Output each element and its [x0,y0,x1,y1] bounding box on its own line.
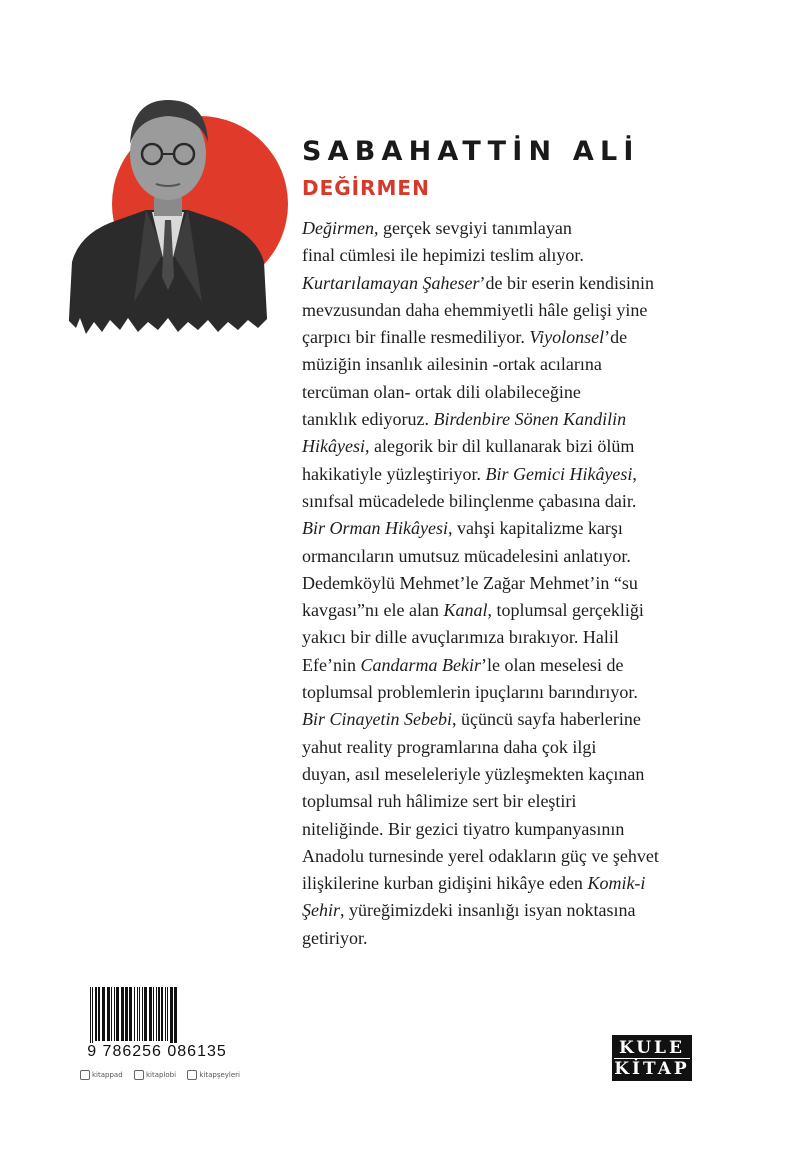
blurb-line [302,270,722,297]
blurb-line [302,788,722,815]
store-logo-icon [134,1070,144,1080]
blurb-line [302,570,722,597]
blurb-text: , toplumsal gerçekliği [487,600,644,621]
isbn-number: 9 786256 086135 [78,1043,236,1061]
blurb-line [302,379,722,406]
store-logos [80,1068,240,1082]
barcode-bar [114,987,115,1041]
blurb-line [302,679,722,706]
story-title: Komik-i [587,873,646,894]
blurb-text: , yüreğimizdeki insanlığı isyan noktasına [340,900,636,921]
barcode-bar [156,987,157,1041]
barcode-bar [134,987,135,1041]
blurb-text: duyan, asıl meseleleriyle yüzleşmekten kaçınan [302,763,645,784]
publisher-line-1: KULE [614,1038,690,1059]
blurb-line [302,324,722,351]
blurb-text: müziğin insanlık ailesinin -ortak acılarına [302,354,602,375]
blurb-text: Anadolu turnesinde yerel odakların güç ve şehvet [302,845,659,866]
blurb-text: tanıklık ediyoruz. [302,409,434,430]
blurb-line [302,242,722,269]
blurb-line [302,624,722,651]
barcode-bar [92,987,93,1045]
story-title: Kurtarılamayan Şaheser [302,272,480,293]
story-title: Viyolonsel [529,327,605,348]
blurb-line [302,706,722,733]
story-title: Bir Orman Hikâyesi [302,518,448,539]
story-title: Bir Gemici Hikâyesi [485,463,633,484]
store-logo [134,1070,176,1080]
blurb-text: kavgası”nı ele alan [302,600,444,621]
story-title: Bir Cinayetin Sebebi [302,709,452,730]
publisher-logo [612,1035,692,1081]
blurb-text: ormancıların umutsuz mücadelesini anlatıyor. [302,545,631,566]
publisher-line-2: KİTAP [614,1059,690,1079]
barcode-bar [107,987,110,1041]
story-title: Candarma Bekir [360,654,481,675]
store-logo [187,1070,240,1080]
blurb-text: ’de bir eserin kendisinin [479,272,654,293]
blurb-line [302,297,722,324]
barcode-bar [144,987,147,1041]
store-logo-label: kitapşeyleri [199,1071,240,1079]
blurb-text: , [632,463,637,484]
author-name: SABAHATTİN ALİ [302,136,640,167]
barcode-bar [161,987,163,1041]
barcode-bar [116,987,119,1041]
barcode-bar [153,987,154,1041]
story-title: Hikâyesi [302,436,365,457]
store-logo-label: kitappad [92,1071,123,1079]
store-logo-label: kitaplobi [145,1071,177,1079]
blurb-text: , vahşi kapitalizme karşı [447,518,623,539]
blurb-text: , alegorik bir dil kullanarak bizi ölüm [364,436,635,457]
blurb-text: Dedemköylü Mehmet’le Zağar Mehmet’in “su [302,572,638,593]
blurb-text: ’le olan meselesi de [480,654,624,675]
blurb-line [302,816,722,843]
blurb-line [302,515,722,542]
barcode-bar [121,987,124,1041]
blurb-text: toplumsal problemlerin ipuçlarını barındırıyor. [302,682,638,703]
blurb-text: yakıcı bir dille avuçlarımıza bırakıyor. Halil [302,627,619,648]
story-title: Birdenbire Sönen Kandilin [433,409,627,430]
blurb-text: Efe’nin [302,654,361,675]
blurb-line [302,461,722,488]
blurb-text: yahut reality programlarına daha çok ilgi [302,736,597,757]
barcode-bar [102,987,105,1041]
blurb-line [302,543,722,570]
blurb-line [302,406,722,433]
blurb-line [302,351,722,378]
blurb-text: ilişkilerine kurban gidişini hikâye eden [302,873,588,894]
blurb-line [302,597,722,624]
barcode-bar [111,987,112,1041]
store-logo [80,1070,123,1080]
story-title: Şehir [302,900,340,921]
isbn-barcode [78,985,236,1063]
barcode-bar [90,987,91,1045]
barcode-bar [167,987,168,1041]
store-logo-icon [80,1070,90,1080]
blurb-text: toplumsal ruh hâlimize sert bir eleştiri [302,791,577,812]
barcode-bar [170,987,173,1045]
barcode-bar [174,987,177,1045]
blurb-line [302,215,722,242]
blurb-line [302,761,722,788]
author-portrait [68,92,268,337]
blurb-line [302,433,722,460]
back-cover-blurb [302,215,722,952]
blurb-text: tercüman olan- ortak dili olabileceğine [302,381,581,402]
blurb-text: niteliğinde. Bir gezici tiyatro kumpanyasının [302,818,625,839]
blurb-text: ’de [604,327,628,348]
blurb-line [302,897,722,924]
blurb-text: , üçüncü sayfa haberlerine [451,709,641,730]
barcode-bar [158,987,160,1041]
blurb-line [302,488,722,515]
blurb-text: sınıfsal mücadelede bilinçlenme çabasına dair. [302,490,637,511]
blurb-line [302,870,722,897]
blurb-line [302,843,722,870]
story-title: Kanal [443,600,488,621]
story-title: Değirmen [302,218,374,238]
barcode-bars [78,985,236,1045]
blurb-text: çarpıcı bir finalle resmediliyor. [302,327,530,348]
blurb-line [302,734,722,761]
barcode-bar [125,987,128,1041]
store-logo-icon [187,1070,197,1080]
book-title: DEĞİRMEN [302,176,430,200]
barcode-bar [139,987,140,1041]
blurb-line [302,925,722,952]
barcode-bar [137,987,138,1041]
blurb-text: final cümlesi ile hepimizi teslim alıyor. [302,245,584,266]
barcode-bar [98,987,100,1041]
barcode-bar [129,987,132,1041]
barcode-bar [142,987,143,1041]
barcode-bar [95,987,97,1041]
blurb-text: , gerçek sevgiyi tanımlayan [373,218,572,238]
barcode-bar [149,987,152,1041]
blurb-text: hakikatiyle yüzleştiriyor. [302,463,486,484]
blurb-text: mevzusundan daha ehemmiyetli hâle gelişi yine [302,299,648,320]
barcode-bar [165,987,166,1041]
blurb-line [302,652,722,679]
blurb-text: getiriyor. [302,927,368,948]
